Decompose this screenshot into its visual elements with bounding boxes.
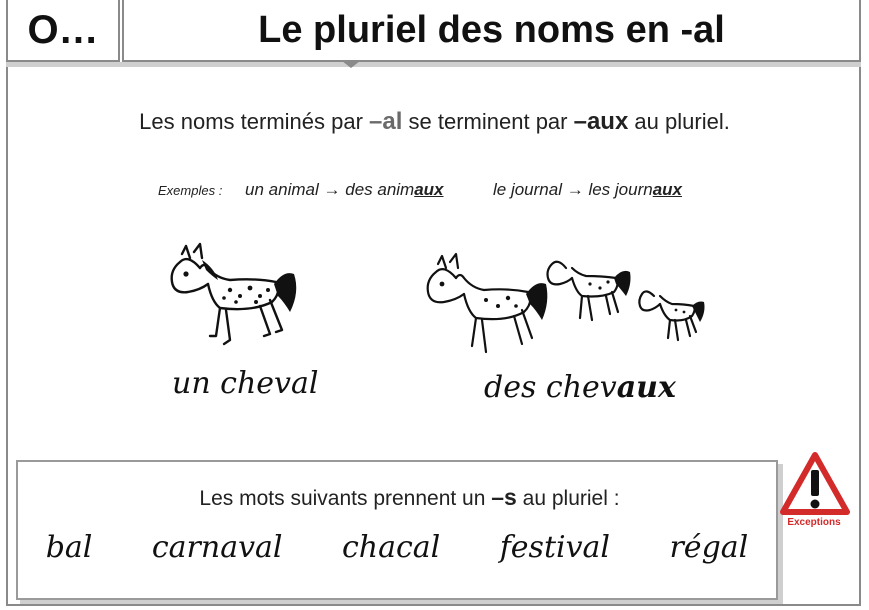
exceptions-part2: au pluriel :	[516, 487, 620, 510]
exception-word: chacal	[341, 530, 441, 565]
example1-singular: un animal	[245, 180, 319, 199]
exceptions-suffix: –s	[491, 484, 517, 510]
exception-word: bal	[45, 530, 93, 565]
header-shadow	[6, 62, 861, 67]
exception-words	[16, 530, 778, 565]
exceptions-box-shadow-bottom	[20, 600, 783, 604]
exception-word: festival	[499, 530, 611, 565]
horses-icon	[420, 248, 710, 366]
rule-part1: Les noms terminés par	[139, 109, 370, 134]
horse-icon	[160, 240, 300, 365]
rule-part3: au pluriel.	[628, 109, 730, 134]
example2-singular: le journal	[492, 180, 562, 199]
lesson-number: O…	[6, 0, 120, 62]
singular-cursive-label: un cheval	[172, 366, 319, 401]
example2-plural-stem: les journ	[588, 180, 653, 199]
plural-end: aux	[616, 370, 676, 405]
rule-suffix-al: –al	[369, 108, 403, 135]
exception-word: carnaval	[151, 530, 283, 565]
page-title: Le pluriel des noms en -al	[122, 0, 861, 62]
example1-plural-end: aux	[414, 180, 444, 199]
examples-line	[158, 180, 682, 200]
rule-suffix-aux: –aux	[573, 108, 629, 135]
example2-plural-end: aux	[652, 180, 683, 199]
arrow-icon: →	[566, 180, 584, 199]
rule-statement	[0, 108, 869, 136]
example1-plural-stem: des anim	[345, 180, 415, 199]
exceptions-badge-label: Exceptions	[787, 517, 841, 528]
exception-word: régal	[669, 530, 749, 565]
exceptions-part1: Les mots suivants prennent un	[199, 487, 492, 510]
rule-part2: se terminent par	[402, 109, 574, 134]
header-notch	[342, 61, 360, 68]
plural-cursive-label	[484, 370, 676, 405]
plural-stem: des chev	[484, 370, 617, 405]
arrow-icon: →	[323, 180, 341, 199]
examples-label: Exemples :	[158, 183, 223, 198]
exceptions-statement	[0, 484, 869, 511]
